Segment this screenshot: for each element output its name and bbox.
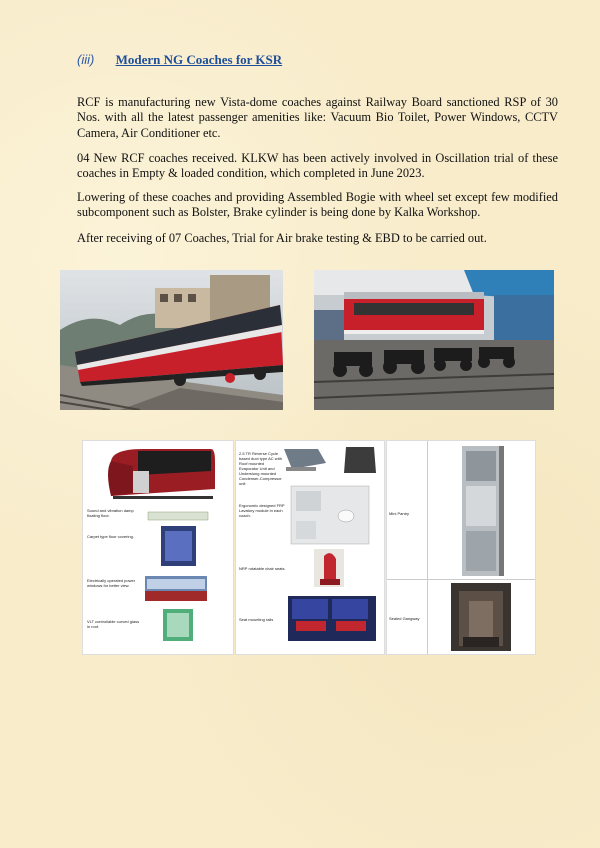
label-sealed-gangway: Sealed Gangway <box>389 616 420 621</box>
photo-vistadome-coaches-station <box>60 270 283 410</box>
paragraph-rcf-manufacturing: RCF is manufacturing new Vista-dome coaches against Railway Board sanctioned RSP of 30 Nos. with all the latest passenger amenities like: Vacuum Bio Toilet, Power Windows, CCTV Camera, Air Conditioner etc. <box>77 95 558 140</box>
label-frp-lavatory: Ergonomic designed FRP Lavatory module in each coach. <box>239 503 285 518</box>
label-mini-pantry: Mini Pantry <box>389 511 410 516</box>
section-title[interactable]: Modern NG Coaches for KSR <box>115 52 283 67</box>
features-panel-a <box>82 440 234 655</box>
label-curved-glass: VLT controllable curved glass in roof. <box>87 619 140 629</box>
features-panel-b <box>235 440 385 655</box>
section-heading <box>77 52 282 68</box>
label-ac-unit: 2.5 TR Reverse Cycle based duct type AC with Roof mounted Evaporator Unit and Underslung mounted Condenser-Compressor unit <box>239 451 282 486</box>
photo-coach-with-bogies-workshop <box>314 270 554 410</box>
paragraph-air-brake-trial: After receiving of 07 Coaches, Trial for Air brake testing & EBD to be carried out. <box>77 231 487 245</box>
paragraph-lowering-coaches: Lowering of these coaches and providing Assembled Bogie with wheel set except few modified subcomponent such as Bolster, Brake cylinder is being done by Kalka Workshop. <box>77 190 558 220</box>
paragraph-coaches-received: 04 New RCF coaches received. KLKW has been actively involved in Oscillation trial of these coaches in Empty & loaded condition, which completed in June 2023. <box>77 151 558 181</box>
label-carpet-floor: Carpet type floor covering. <box>87 534 134 539</box>
section-number: (iii) <box>77 52 95 67</box>
label-seat-rails: Seat mounting rails <box>239 617 274 622</box>
label-power-windows: Electrically operated power windows for better view. <box>87 578 136 588</box>
label-rotatable-seats: NRP rotatable chair seats. <box>239 566 286 571</box>
label-floating-floor: Sound and vibration damp floating floor. <box>87 508 134 518</box>
features-panel-c <box>386 440 536 655</box>
